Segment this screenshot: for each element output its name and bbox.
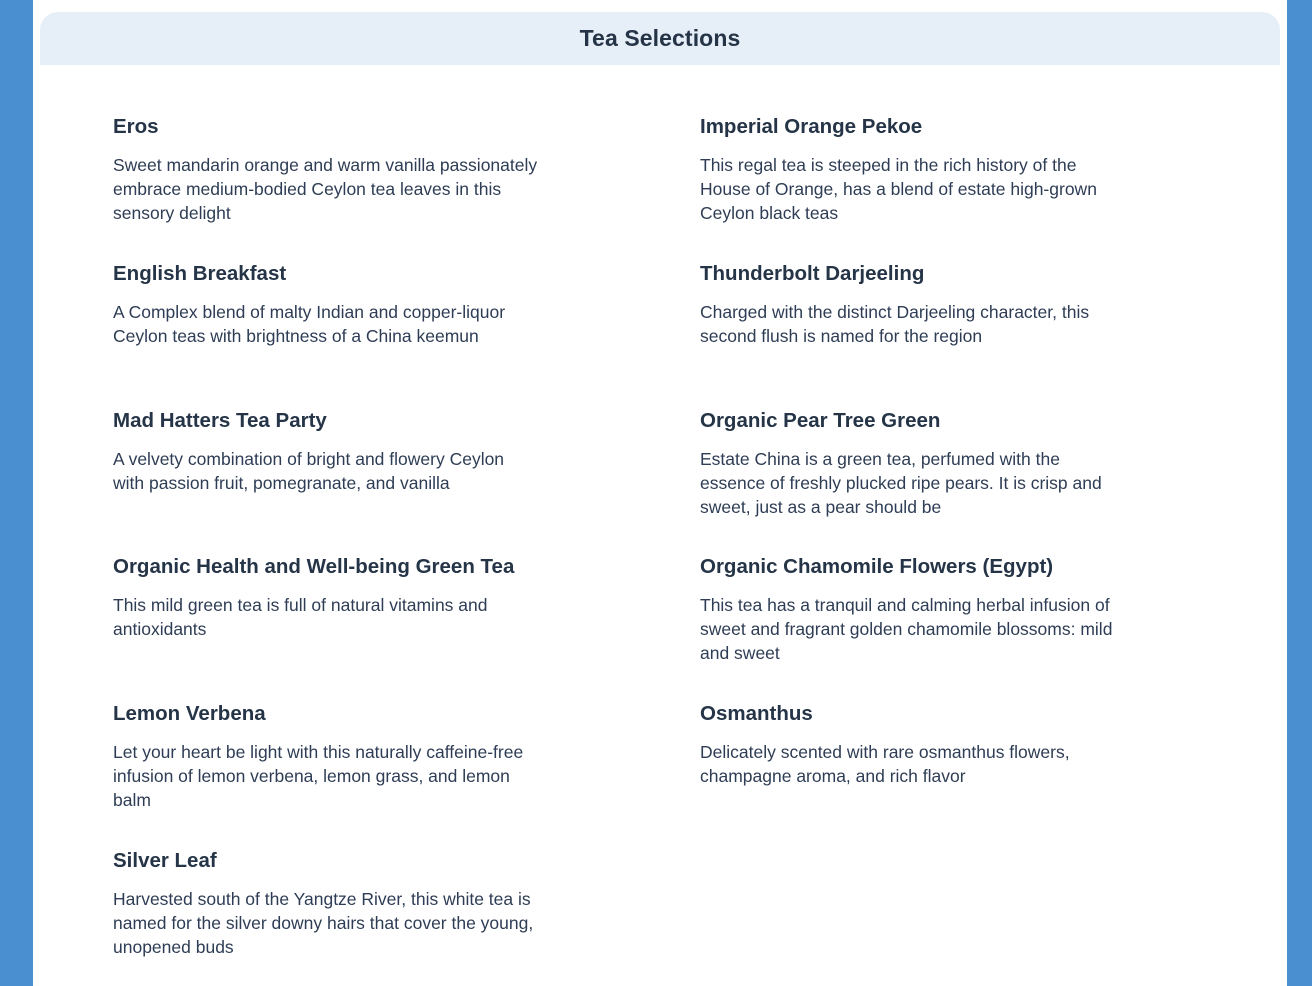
tea-description: Harvested south of the Yangtze River, this white tea is named for the silver downy hairs that cover the young, unopened buds: [113, 889, 534, 957]
tea-item-osmanthus: [700, 702, 1125, 788]
tea-description: A Complex blend of malty Indian and copper-liquor Ceylon teas with brightness of a China keemun: [113, 302, 506, 346]
tea-description: This regal tea is steeped in the rich history of the House of Orange, has a blend of estate high-grown Ceylon black teas: [700, 155, 1097, 223]
tea-item-eros: [113, 115, 538, 225]
tea-name: Mad Hatters Tea Party: [113, 409, 327, 432]
tea-description: This mild green tea is full of natural vitamins and antioxidants: [113, 595, 488, 639]
tea-item-english-breakfast: [113, 262, 538, 348]
tea-name: Silver Leaf: [113, 849, 217, 872]
tea-name: Organic Health and Well-being Green Tea: [113, 555, 515, 578]
page-title: Tea Selections: [579, 25, 741, 51]
tea-description: Estate China is a green tea, perfumed with the essence of freshly plucked ripe pears. It is crisp and sweet, just as a pear should be: [700, 449, 1102, 517]
tea-name: Thunderbolt Darjeeling: [700, 262, 925, 285]
tea-name: Lemon Verbena: [113, 702, 266, 725]
tea-name: Eros: [113, 115, 159, 138]
tea-selections-card: [33, 0, 1287, 986]
tea-item-mad-hatters-tea-party: [113, 409, 538, 495]
card-header: [40, 12, 1280, 65]
tea-item-lemon-verbena: [113, 702, 538, 812]
tea-description: Delicately scented with rare osmanthus flowers, champagne aroma, and rich flavor: [700, 742, 1070, 786]
tea-item-organic-pear-tree-green: [700, 409, 1125, 519]
tea-name: Osmanthus: [700, 702, 813, 725]
tea-description: Sweet mandarin orange and warm vanilla passionately embrace medium-bodied Ceylon tea leaves in this sensory delight: [113, 155, 538, 223]
tea-item-silver-leaf: [113, 849, 538, 959]
tea-name: English Breakfast: [113, 262, 287, 285]
tea-name: Imperial Orange Pekoe: [700, 115, 923, 138]
tea-description: This tea has a tranquil and calming herbal infusion of sweet and fragrant golden chamomile blossoms: mild and sweet: [700, 595, 1113, 663]
tea-item-organic-health-green-tea: [113, 555, 538, 641]
tea-name: Organic Chamomile Flowers (Egypt): [700, 555, 1054, 578]
tea-description: Charged with the distinct Darjeeling character, this second flush is named for the region: [700, 302, 1090, 346]
tea-item-thunderbolt-darjeeling: [700, 262, 1125, 348]
tea-description: Let your heart be light with this naturally caffeine-free infusion of lemon verbena, lemon grass, and lemon balm: [113, 742, 524, 810]
tea-name: Organic Pear Tree Green: [700, 409, 941, 432]
tea-item-organic-chamomile-flowers: [700, 555, 1125, 665]
tea-description: A velvety combination of bright and flowery Ceylon with passion fruit, pomegranate, and vanilla: [113, 449, 505, 493]
tea-item-imperial-orange-pekoe: [700, 115, 1125, 225]
